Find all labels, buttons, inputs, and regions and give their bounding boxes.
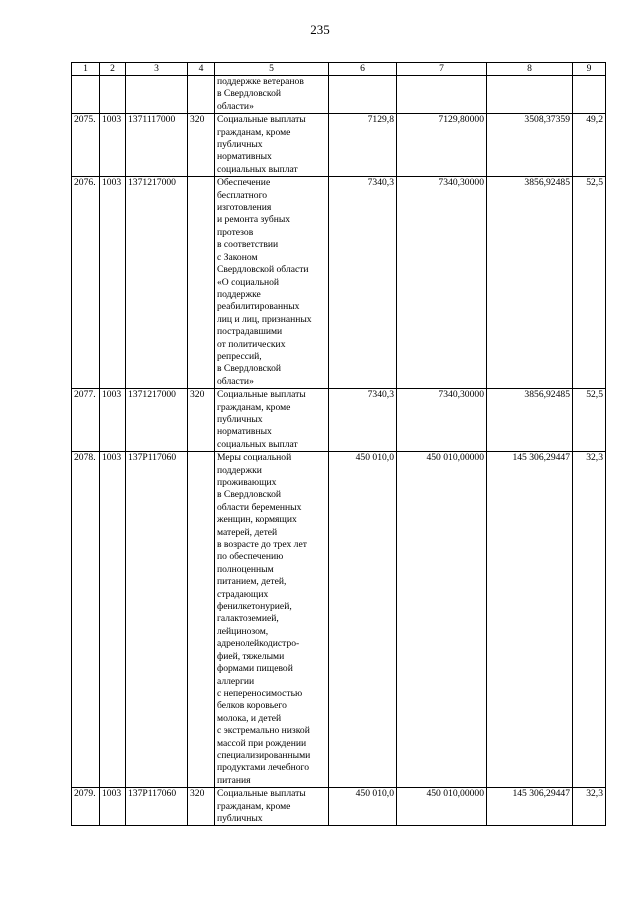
item-name: Обеспечение бесплатного изготовления и ремонта зубных протезов в соответствии с Законом Свердловской области «О социальной поддержке реабилитированных лиц и лиц, признанных пострадавшими от политических репрессий, в Свердловской области» — [215, 177, 329, 389]
page-number: 235 — [310, 22, 330, 37]
expense-type-code: 320 — [188, 389, 215, 452]
plan-amount: 450 010,0 — [329, 788, 397, 826]
column-header: 5 — [215, 63, 329, 76]
expense-type-code — [188, 76, 215, 114]
item-name: Социальные выплаты гражданам, кроме публичных нормативных социальных выплат — [215, 114, 329, 177]
plan-amount — [329, 76, 397, 114]
table-row — [72, 788, 606, 826]
executed-amount — [487, 76, 573, 114]
expense-type-code — [188, 452, 215, 788]
column-header: 4 — [188, 63, 215, 76]
section-code — [100, 76, 126, 114]
item-name: Меры социальной поддержки проживающих в Свердловской области беременных женщин, кормящих матерей, детей в возрасте до трех лет по обеспечению полноценным питанием, детей, страдающих фенилкетонурией, галактоземией, лейцинозом, адренолейкодистро- фией, тяжелыми формами пищевой аллергии с непереносимостью белков коровьего молока, и детей с экстремально низкой массой при рождении специализированными продуктами лечебного питания — [215, 452, 329, 788]
target-code: 1371117000 — [126, 114, 188, 177]
execution-percent: 32,3 — [573, 452, 606, 788]
plan-amount: 7129,8 — [329, 114, 397, 177]
header-row — [72, 63, 606, 76]
plan-amount: 450 010,0 — [329, 452, 397, 788]
execution-percent: 52,5 — [573, 177, 606, 389]
target-code: 1371217000 — [126, 177, 188, 389]
column-header: 8 — [487, 63, 573, 76]
section-code: 1003 — [100, 389, 126, 452]
executed-amount: 145 306,29447 — [487, 788, 573, 826]
execution-percent: 49,2 — [573, 114, 606, 177]
plan-amount: 7340,3 — [329, 177, 397, 389]
section-code: 1003 — [100, 452, 126, 788]
execution-percent: 52,5 — [573, 389, 606, 452]
section-code: 1003 — [100, 177, 126, 389]
target-code: 137P117060 — [126, 788, 188, 826]
budget-table — [71, 62, 606, 826]
item-name: Социальные выплаты гражданам, кроме публичных — [215, 788, 329, 826]
table-row — [72, 76, 606, 114]
column-header: 1 — [72, 63, 100, 76]
table-row — [72, 177, 606, 389]
expense-type-code: 320 — [188, 788, 215, 826]
executed-amount: 3856,92485 — [487, 389, 573, 452]
column-header: 6 — [329, 63, 397, 76]
section-code: 1003 — [100, 788, 126, 826]
execution-percent: 32,3 — [573, 788, 606, 826]
row-number: 2078. — [72, 452, 100, 788]
row-number: 2076. — [72, 177, 100, 389]
target-code: 137P117060 — [126, 452, 188, 788]
expense-type-code — [188, 177, 215, 389]
execution-percent — [573, 76, 606, 114]
plan-precise-amount: 7129,80000 — [397, 114, 487, 177]
plan-precise-amount — [397, 76, 487, 114]
section-code: 1003 — [100, 114, 126, 177]
table-row — [72, 114, 606, 177]
row-number: 2075. — [72, 114, 100, 177]
executed-amount: 3508,37359 — [487, 114, 573, 177]
row-number — [72, 76, 100, 114]
plan-precise-amount: 450 010,00000 — [397, 452, 487, 788]
executed-amount: 145 306,29447 — [487, 452, 573, 788]
column-header: 3 — [126, 63, 188, 76]
table-row — [72, 452, 606, 788]
item-name: поддержке ветеранов в Свердловской области» — [215, 76, 329, 114]
row-number: 2077. — [72, 389, 100, 452]
plan-amount: 7340,3 — [329, 389, 397, 452]
plan-precise-amount: 7340,30000 — [397, 177, 487, 389]
executed-amount: 3856,92485 — [487, 177, 573, 389]
column-header: 7 — [397, 63, 487, 76]
target-code: 1371217000 — [126, 389, 188, 452]
plan-precise-amount: 450 010,00000 — [397, 788, 487, 826]
column-header: 9 — [573, 63, 606, 76]
table-row — [72, 389, 606, 452]
column-header: 2 — [100, 63, 126, 76]
expense-type-code: 320 — [188, 114, 215, 177]
target-code — [126, 76, 188, 114]
plan-precise-amount: 7340,30000 — [397, 389, 487, 452]
item-name: Социальные выплаты гражданам, кроме публичных нормативных социальных выплат — [215, 389, 329, 452]
row-number: 2079. — [72, 788, 100, 826]
